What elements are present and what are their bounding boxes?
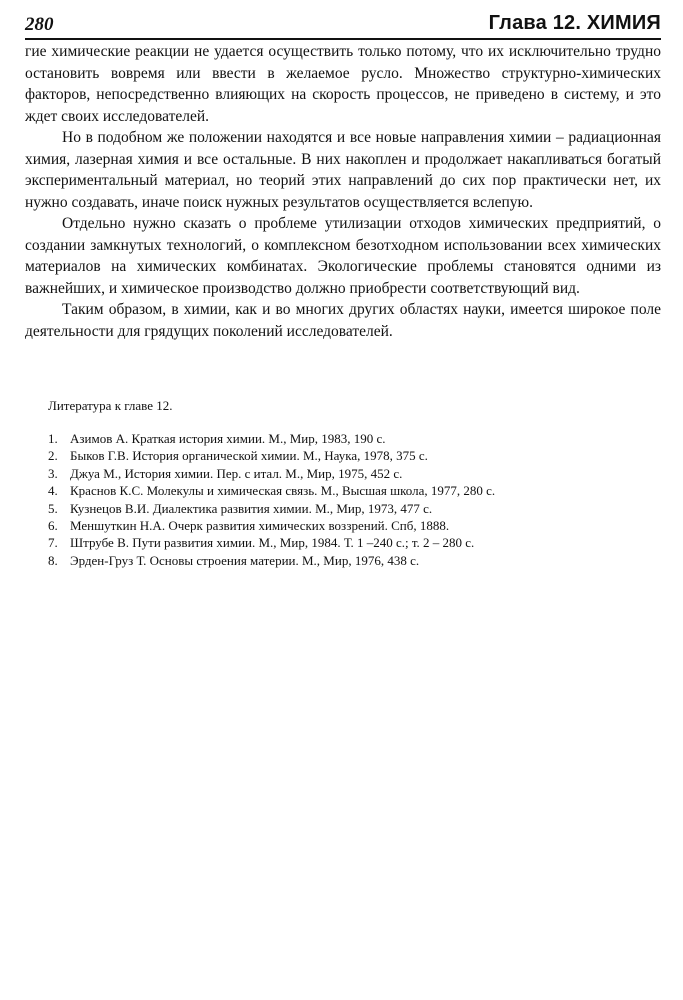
- literature-item-number: 4.: [48, 483, 58, 499]
- literature-item-number: 3.: [48, 465, 58, 481]
- header-rule: [25, 38, 661, 40]
- literature-item: [48, 430, 648, 447]
- literature-item: [48, 517, 648, 534]
- paragraph-1: гие химические реакции не удается осуществить только потому, что их исключительно трудно остановить вовремя или ввести в желаемое русло. Множество структурно-химических факторов, непосредственно влияющих на скорость процессов, не приведено в систему, и это ждет своих исследователей.: [25, 43, 661, 125]
- chapter-title: Глава 12. ХИМИЯ: [488, 12, 661, 34]
- body-text: [25, 41, 661, 342]
- literature-item: [48, 552, 648, 569]
- paragraph-4: Таким образом, в химии, как и во многих других областях науки, имеется широкое поле деятельности для грядущих поколений исследователей.: [25, 301, 661, 340]
- literature-item-text: Меншуткин Н.А. Очерк развития химических воззрений. Спб, 1888.: [70, 518, 450, 534]
- literature-item-number: 6.: [48, 518, 58, 534]
- literature-item: [48, 500, 648, 517]
- literature-item-number: 1.: [48, 431, 58, 446]
- literature-item-text: Краснов К.С. Молекулы и химическая связь. М., Высшая школа, 1977, 280 с.: [70, 483, 496, 499]
- page-header: [25, 12, 661, 38]
- literature-item-text: Быков Г.В. История органической химии. М., Наука, 1978, 375 с.: [70, 448, 428, 464]
- literature-item-text: Азимов А. Краткая история химии. М., Мир, 1983, 190 с.: [70, 431, 386, 446]
- literature-item-number: 7.: [48, 535, 58, 551]
- literature-item-number: 8.: [48, 552, 58, 568]
- literature-item-text: Кузнецов В.И. Диалектика развития химии. М., Мир, 1973, 477 с.: [70, 500, 433, 516]
- paragraph-3: Отдельно нужно сказать о проблеме утилизации отходов химических предприятий, о создании замкнутых технологий, о комплексном безотходном использовании всех химических материалов на химических комбинатах. Экологические проблемы становятся одними из важнейших, и химическое производство должно приобрести соответствующий вид.: [25, 215, 661, 297]
- literature-item: [48, 482, 648, 499]
- literature-item-text: Штрубе В. Пути развития химии. М., Мир, 1984. Т. 1 –240 с.; т. 2 – 280 с.: [70, 535, 475, 551]
- literature-list: [48, 430, 648, 569]
- page-number: 280: [25, 14, 54, 35]
- literature-heading: Литература к главе 12.: [48, 398, 173, 413]
- literature-item-text: Эрден-Груз Т. Основы строения материи. М., Мир, 1976, 438 с.: [70, 552, 420, 568]
- literature-item: [48, 447, 648, 464]
- literature-item-text: Джуа М., История химии. Пер. с итал. М., Мир, 1975, 452 с.: [70, 465, 403, 481]
- paragraph-2: Но в подобном же положении находятся и все новые направления химии – радиационная химия, лазерная химия и все остальные. В них накоплен и продолжает накапливаться богатый экспериментальный материал, но теорий этих направлений до сих пор практически нет, их нужно создавать, иначе поиск нужных результатов осуществляется вслепую.: [25, 129, 661, 211]
- literature-item: [48, 534, 648, 551]
- literature-item: [48, 465, 648, 482]
- literature-item-number: 2.: [48, 448, 58, 464]
- literature-item-number: 5.: [48, 500, 58, 516]
